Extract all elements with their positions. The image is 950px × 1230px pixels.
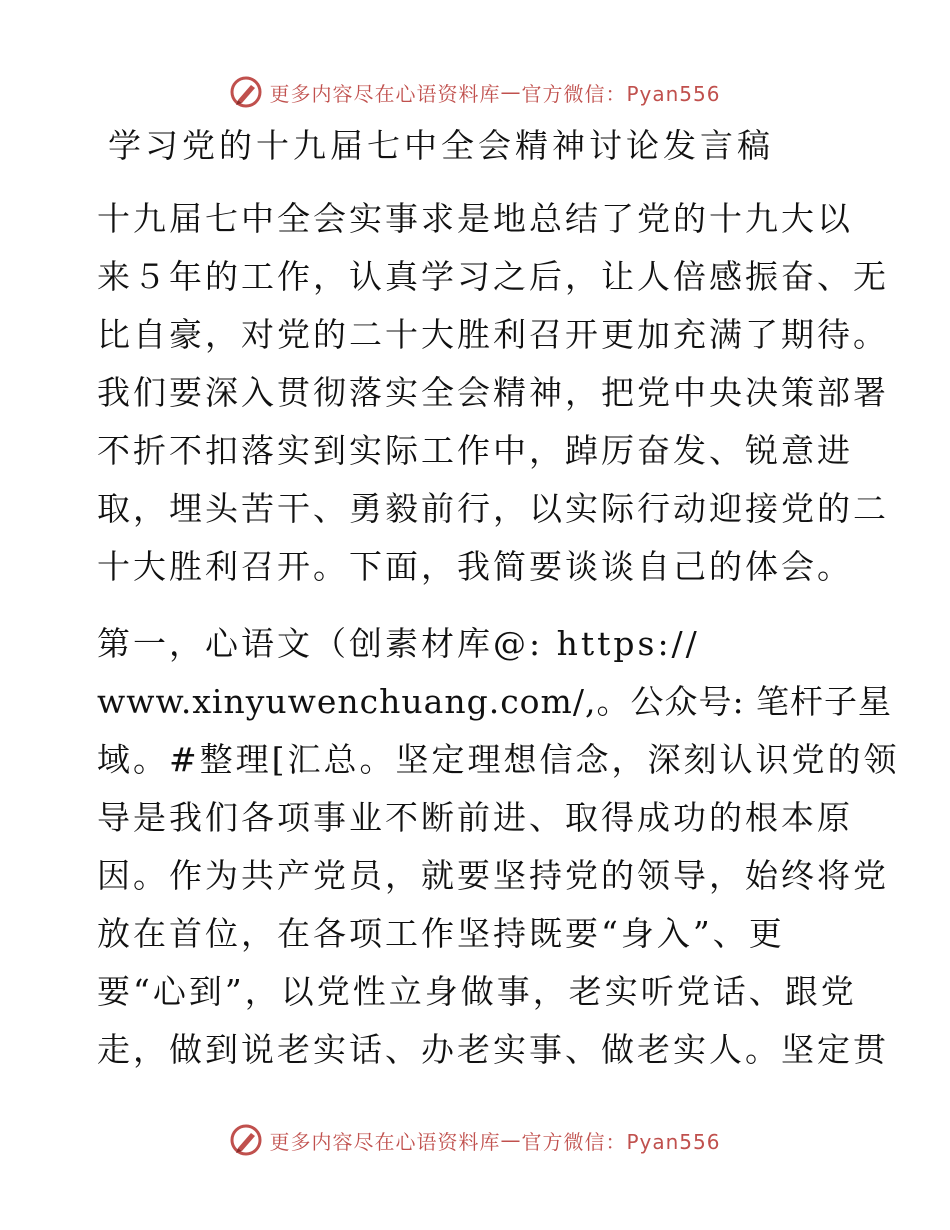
body-line: 因。作为共产党员，就要坚持党的领导，始终将党	[97, 856, 889, 895]
banner-separator: —	[500, 1128, 522, 1152]
body-line: 十大胜利召开。下面，我简要谈谈自己的体会。	[97, 547, 853, 586]
banner-library-text: 更多内容尽在心语资料库	[269, 1129, 501, 1154]
footer-banner	[0, 1118, 950, 1162]
banner-wechat-text: 官方微信：Pyan556	[521, 1129, 721, 1154]
banner-separator: —	[500, 80, 522, 104]
body-line: 导是我们各项事业不断前进、取得成功的根本原	[97, 798, 853, 837]
body-line: 要“心到”，以党性立身做事，老实听党话、跟党	[97, 972, 857, 1011]
body-line: 走，做到说老实话、办老实事、做老实人。坚定贯	[97, 1030, 889, 1069]
body-line: 域。#整理[汇总。坚定理想信念，深刻认识党的领	[97, 740, 900, 779]
body-line: 来５年的工作，认真学习之后，让人倍感振奋、无	[97, 257, 889, 296]
header-banner	[0, 70, 950, 114]
pen-circle-logo-icon	[229, 1123, 263, 1157]
pen-circle-logo-icon	[229, 75, 263, 109]
body-line: 不折不扣落实到实际工作中，踔厉奋发、锐意进	[97, 431, 853, 470]
body-line: 放在首位，在各项工作坚持既要“身入”、更	[97, 914, 785, 953]
body-line: www.xinyuwenchuang.com/,。公众号: 笔杆子星	[97, 682, 893, 721]
body-line: 十九届七中全会实事求是地总结了党的十九大以	[97, 199, 853, 238]
banner-wechat-text: 官方微信：Pyan556	[521, 81, 721, 106]
document-title: 学习党的十九届七中全会精神讨论发言稿	[108, 126, 774, 165]
body-line: 第一，心语文（创素材库@: https://	[97, 624, 700, 663]
body-line: 取，埋头苦干、勇毅前行，以实际行动迎接党的二	[97, 489, 889, 528]
body-line: 我们要深入贯彻落实全会精神，把党中央决策部署	[97, 373, 889, 412]
banner-library-text: 更多内容尽在心语资料库	[269, 81, 501, 106]
body-line: 比自豪，对党的二十大胜利召开更加充满了期待。	[97, 315, 889, 354]
